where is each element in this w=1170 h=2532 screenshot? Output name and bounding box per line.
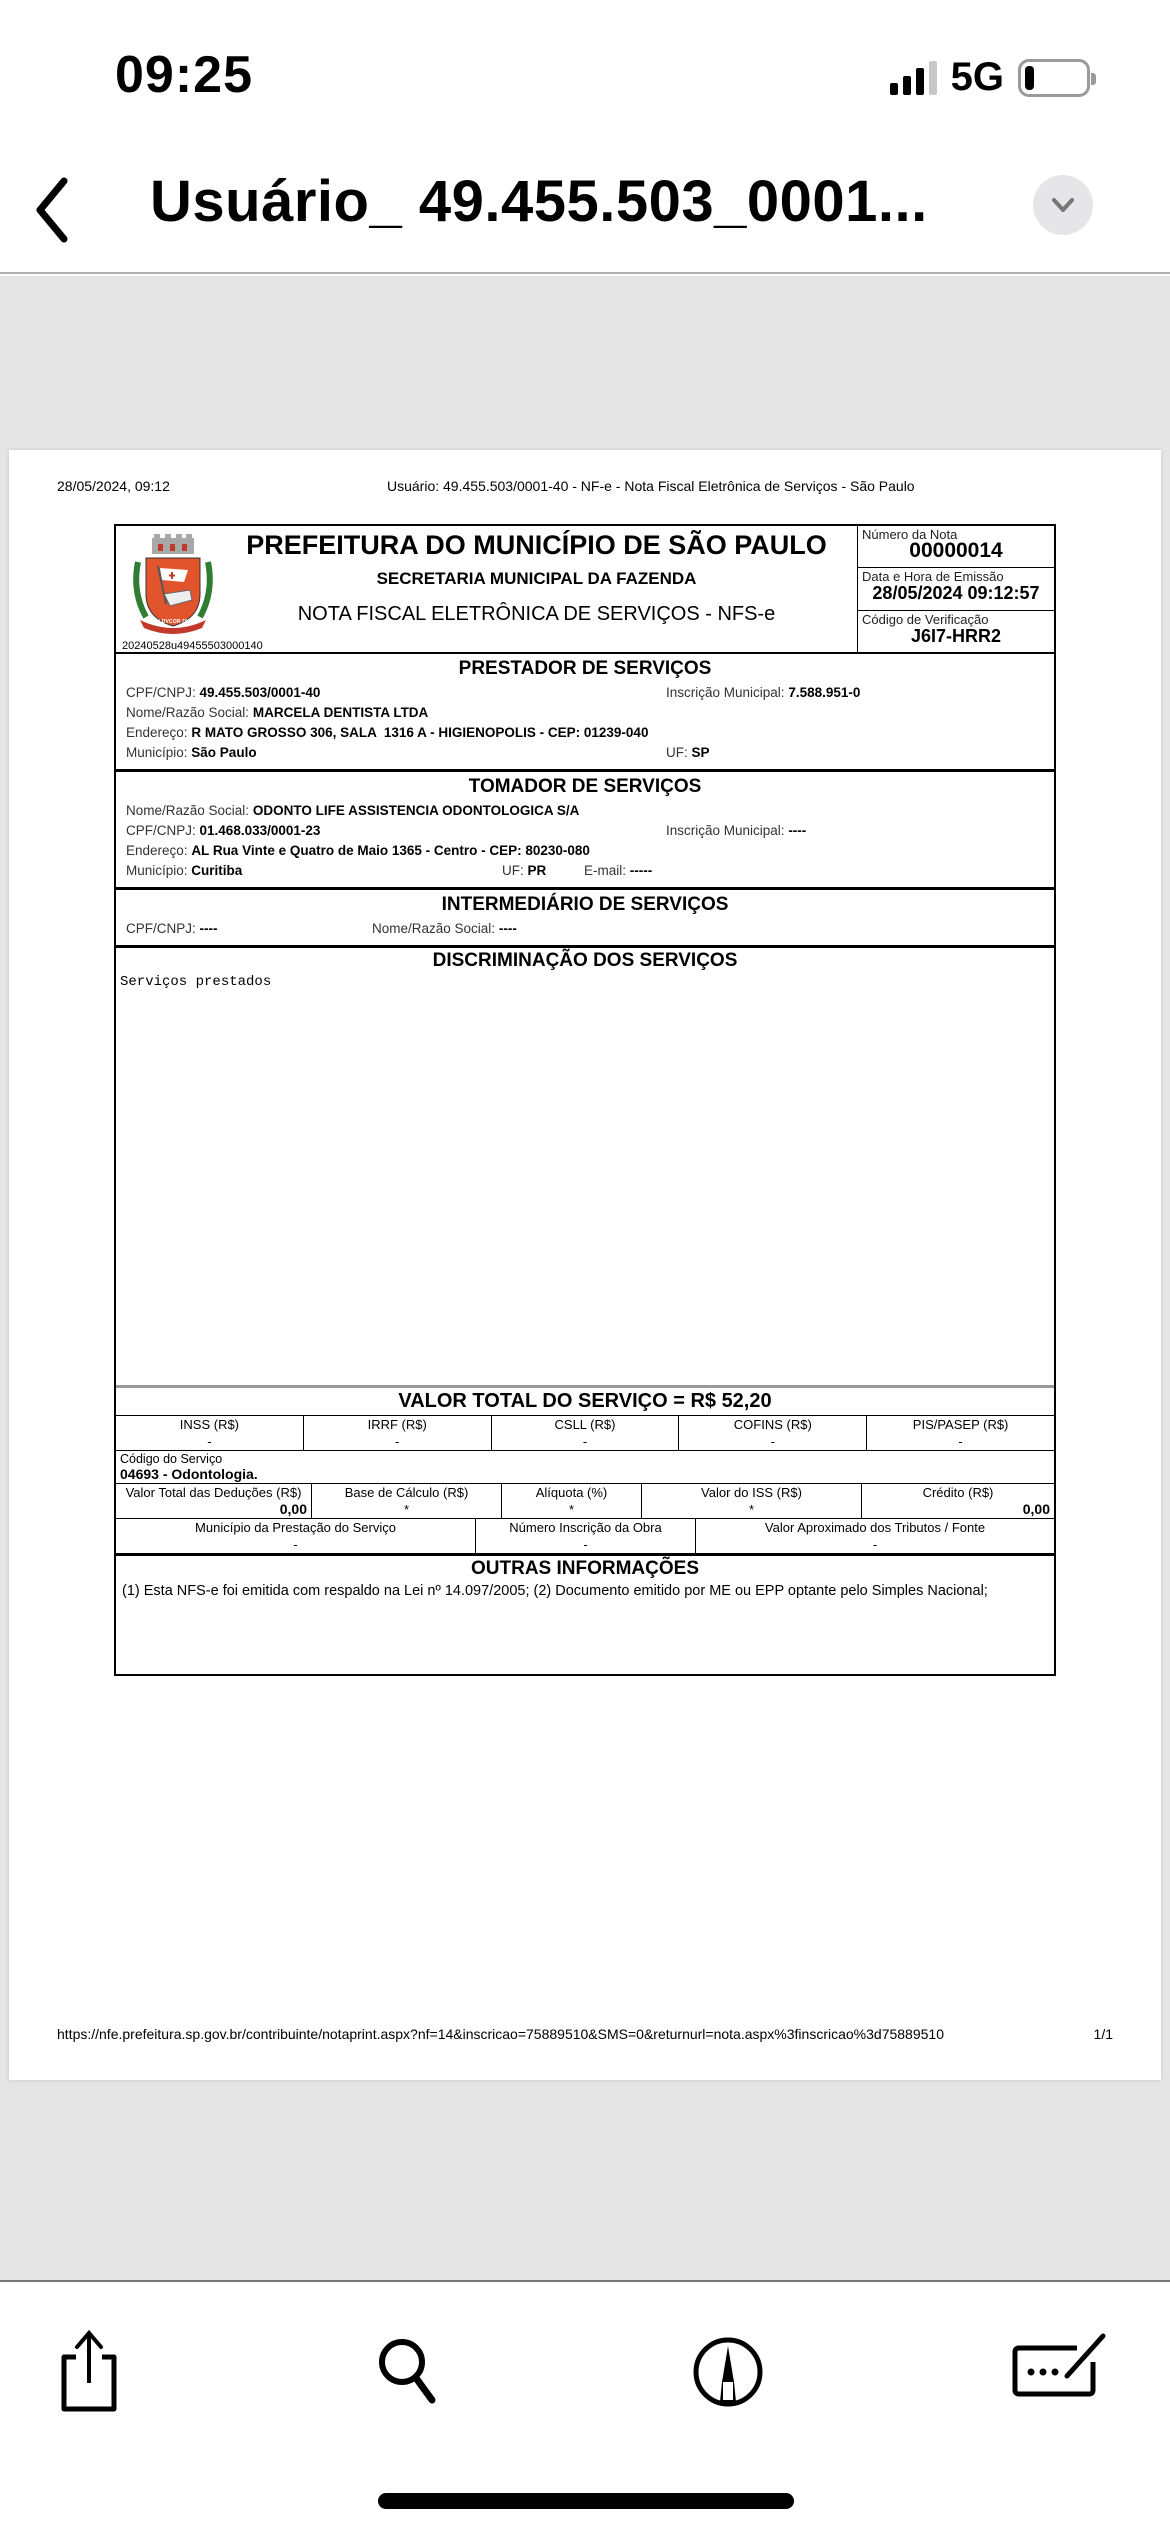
extra-cell — [696, 1519, 1054, 1553]
fill-sign-icon — [1009, 2332, 1113, 2412]
service-code-label: Código do Serviço — [120, 1452, 223, 1466]
customer-uf-label: UF: — [502, 863, 524, 878]
tax-cell — [862, 1484, 1054, 1518]
provider-section — [116, 654, 1054, 772]
invoice-meta — [858, 526, 1054, 652]
back-button[interactable] — [22, 170, 82, 250]
intermediary-section — [116, 890, 1054, 948]
intermediary-name-label: Nome/Razão Social: — [372, 921, 496, 936]
customer-city: Curitiba — [191, 863, 243, 878]
intermediary-cnpj-label: CPF/CNPJ: — [126, 921, 196, 936]
crest-motto: NON DVCOR DVCO — [148, 619, 198, 625]
tax-label: Base de Cálculo (R$) — [344, 1485, 469, 1500]
other-info-title: OUTRAS INFORMAÇÕES — [471, 1558, 699, 1579]
tax-label: Valor do ISS (R$) — [701, 1485, 802, 1500]
network-type: 5G — [950, 55, 1004, 99]
withholding-cell — [867, 1416, 1054, 1450]
search-icon — [374, 2332, 444, 2412]
invoice-number: 00000014 — [909, 539, 1003, 562]
extra-cell — [476, 1519, 696, 1553]
tax-value: * — [403, 1502, 410, 1517]
share-icon — [54, 2327, 124, 2417]
tax-cell — [642, 1484, 862, 1518]
secretariat-subtitle: SECRETARIA MUNICIPAL DA FAZENDA — [376, 569, 697, 588]
extra-label: Valor Aproximado dos Tributos / Fonte — [764, 1520, 986, 1535]
customer-address-label: Endereço: — [126, 843, 188, 858]
customer-cnpj: 01.468.033/0001-23 — [199, 823, 321, 838]
withholding-value: - — [395, 1434, 400, 1449]
provider-cnpj-label: CPF/CNPJ: — [126, 685, 196, 700]
tax-value: 0,00 — [279, 1501, 307, 1517]
provider-city-label: Município: — [126, 745, 188, 760]
signal-icon — [890, 61, 937, 95]
markup-icon — [688, 2332, 768, 2412]
customer-im-label: Inscrição Municipal: — [666, 823, 785, 838]
customer-section — [116, 772, 1054, 890]
provider-title: PRESTADOR DE SERVIÇOS — [458, 658, 712, 679]
nav-bar — [0, 140, 1170, 274]
footer-url: https://nfe.prefeitura.sp.gov.br/contribuinte/notaprint.aspx?nf=14&inscricao=75889510&SMS=0&returnurl=nota.aspx%3finscricao%3d75889510 — [57, 2026, 944, 2042]
extra-value: - — [583, 1537, 588, 1552]
print-datetime: 28/05/2024, 09:12 — [57, 478, 170, 494]
document-type-title: NOTA FISCAL ELETRÔNICA DE SERVIÇOS - NFS-e — [297, 603, 776, 625]
customer-email-label: E-mail: — [584, 863, 627, 878]
provider-cnpj: 49.455.503/0001-40 — [199, 685, 321, 700]
services-description-section — [116, 948, 1054, 1388]
status-bar — [0, 0, 1170, 140]
intermediary-cnpj: ---- — [199, 921, 218, 936]
print-header — [57, 478, 1113, 494]
title-menu-button[interactable] — [1033, 175, 1093, 235]
other-info-section — [116, 1556, 1054, 1674]
withholding-value: - — [207, 1434, 212, 1449]
extra-label: Número Inscrição da Obra — [509, 1520, 662, 1535]
document-title[interactable]: Usuário_ 49.455.503_0001... — [150, 169, 928, 234]
page-count: 1/1 — [1093, 2026, 1113, 2042]
total-value: VALOR TOTAL DO SERVIÇO = R$ 52,20 — [116, 1388, 1054, 1416]
withholding-label: PIS/PASEP (R$) — [912, 1417, 1009, 1432]
extra-value: - — [872, 1537, 878, 1552]
status-indicators — [890, 55, 1090, 100]
sao-paulo-crest — [130, 532, 216, 636]
tax-calculation-row — [116, 1484, 1054, 1519]
verification-code-label: Código de Verificação — [862, 611, 989, 627]
withholding-label: COFINS (R$) — [733, 1417, 812, 1432]
withholding-cell — [304, 1416, 492, 1450]
customer-name: ODONTO LIFE ASSISTENCIA ODONTOLOGICA S/A — [252, 803, 580, 818]
status-time: 09:25 — [115, 46, 253, 104]
tax-value: * — [568, 1502, 575, 1517]
withholding-cell — [679, 1416, 867, 1450]
tax-cell — [116, 1484, 312, 1518]
customer-uf: PR — [527, 863, 547, 878]
extra-label: Município da Prestação do Serviço — [195, 1520, 396, 1535]
invoice-header — [116, 526, 1054, 654]
withholding-label: CSLL (R$) — [554, 1417, 616, 1432]
services-description-text: Serviços prestados — [120, 974, 272, 990]
provider-name: MARCELA DENTISTA LTDA — [252, 705, 429, 720]
search-button[interactable] — [364, 2322, 454, 2422]
print-footer — [57, 2026, 1113, 2042]
markup-button[interactable] — [683, 2322, 773, 2422]
customer-city-label: Município: — [126, 863, 188, 878]
tax-cell — [312, 1484, 502, 1518]
pdf-page — [9, 450, 1161, 2080]
provider-address: R MATO GROSSO 306, SALA 1316 A - HIGIENOPOLIS - CEP: 01239-040 — [191, 725, 649, 740]
customer-cnpj-label: CPF/CNPJ: — [126, 823, 196, 838]
service-code-block — [116, 1451, 1054, 1484]
tax-value: 0,00 — [1022, 1501, 1050, 1517]
tax-label: Valor Total das Deduções (R$) — [125, 1485, 302, 1500]
withholding-cell — [492, 1416, 680, 1450]
intermediary-name: ---- — [498, 921, 517, 936]
print-title: Usuário: 49.455.503/0001-40 - NF-e - Nota Fiscal Eletrônica de Serviços - São Paulo — [387, 478, 915, 494]
tax-label: Crédito (R$) — [922, 1485, 994, 1500]
share-button[interactable] — [44, 2322, 134, 2422]
withholding-cell — [116, 1416, 304, 1450]
provider-im-label: Inscrição Municipal: — [666, 685, 785, 700]
provider-uf-label: UF: — [666, 745, 688, 760]
verification-code: J6I7-HRR2 — [910, 625, 1002, 646]
withholding-value: - — [582, 1434, 588, 1449]
withholdings-row — [116, 1416, 1054, 1451]
invoice-number-label: Número da Nota — [862, 527, 958, 542]
withholding-value: - — [770, 1434, 775, 1449]
provider-name-label: Nome/Razão Social: — [126, 705, 250, 720]
extra-cell — [116, 1519, 476, 1553]
extra-info-row — [116, 1519, 1054, 1556]
issue-date: 28/05/2024 09:12:57 — [872, 583, 1040, 604]
document-viewer[interactable] — [0, 276, 1170, 2280]
tax-label: Alíquota (%) — [535, 1485, 608, 1500]
tax-value: * — [748, 1502, 755, 1517]
provider-uf: SP — [691, 745, 710, 760]
intermediary-title: INTERMEDIÁRIO DE SERVIÇOS — [441, 894, 729, 915]
customer-title: TOMADOR DE SERVIÇOS — [468, 776, 702, 797]
nfse-invoice — [114, 524, 1056, 1676]
provider-city: São Paulo — [191, 745, 257, 760]
customer-name-label: Nome/Razão Social: — [126, 803, 250, 818]
home-indicator[interactable] — [378, 2493, 794, 2509]
customer-address: AL Rua Vinte e Quatro de Maio 1365 - Centro - CEP: 80230-080 — [191, 843, 590, 858]
provider-im: 7.588.951-0 — [788, 685, 861, 700]
customer-email: ----- — [629, 863, 653, 878]
withholding-label: INSS (R$) — [179, 1417, 240, 1432]
withholding-value: - — [958, 1434, 963, 1449]
service-code: 04693 - Odontologia. — [120, 1466, 258, 1482]
fill-sign-button[interactable] — [1006, 2322, 1116, 2422]
chevron-left-icon — [32, 175, 72, 245]
other-info-text: (1) Esta NFS-e foi emitida com respaldo na Lei nº 14.097/2005; (2) Documento emitido por ME ou EPP optante pelo Simples Nacional; — [122, 1583, 988, 1599]
extra-value: - — [293, 1537, 298, 1552]
services-description-title: DISCRIMINAÇÃO DOS SERVIÇOS — [432, 950, 738, 971]
battery-icon — [1018, 59, 1090, 97]
withholding-label: IRRF (R$) — [367, 1417, 427, 1432]
tax-cell — [502, 1484, 642, 1518]
chevron-down-icon — [1050, 196, 1076, 214]
municipality-title: PREFEITURA DO MUNICÍPIO DE SÃO PAULO — [246, 530, 827, 560]
document-id: 20240528u49455503000140 — [122, 640, 263, 652]
issue-date-label: Data e Hora de Emissão — [862, 569, 1004, 585]
customer-im: ---- — [788, 823, 807, 838]
provider-address-label: Endereço: — [126, 725, 188, 740]
